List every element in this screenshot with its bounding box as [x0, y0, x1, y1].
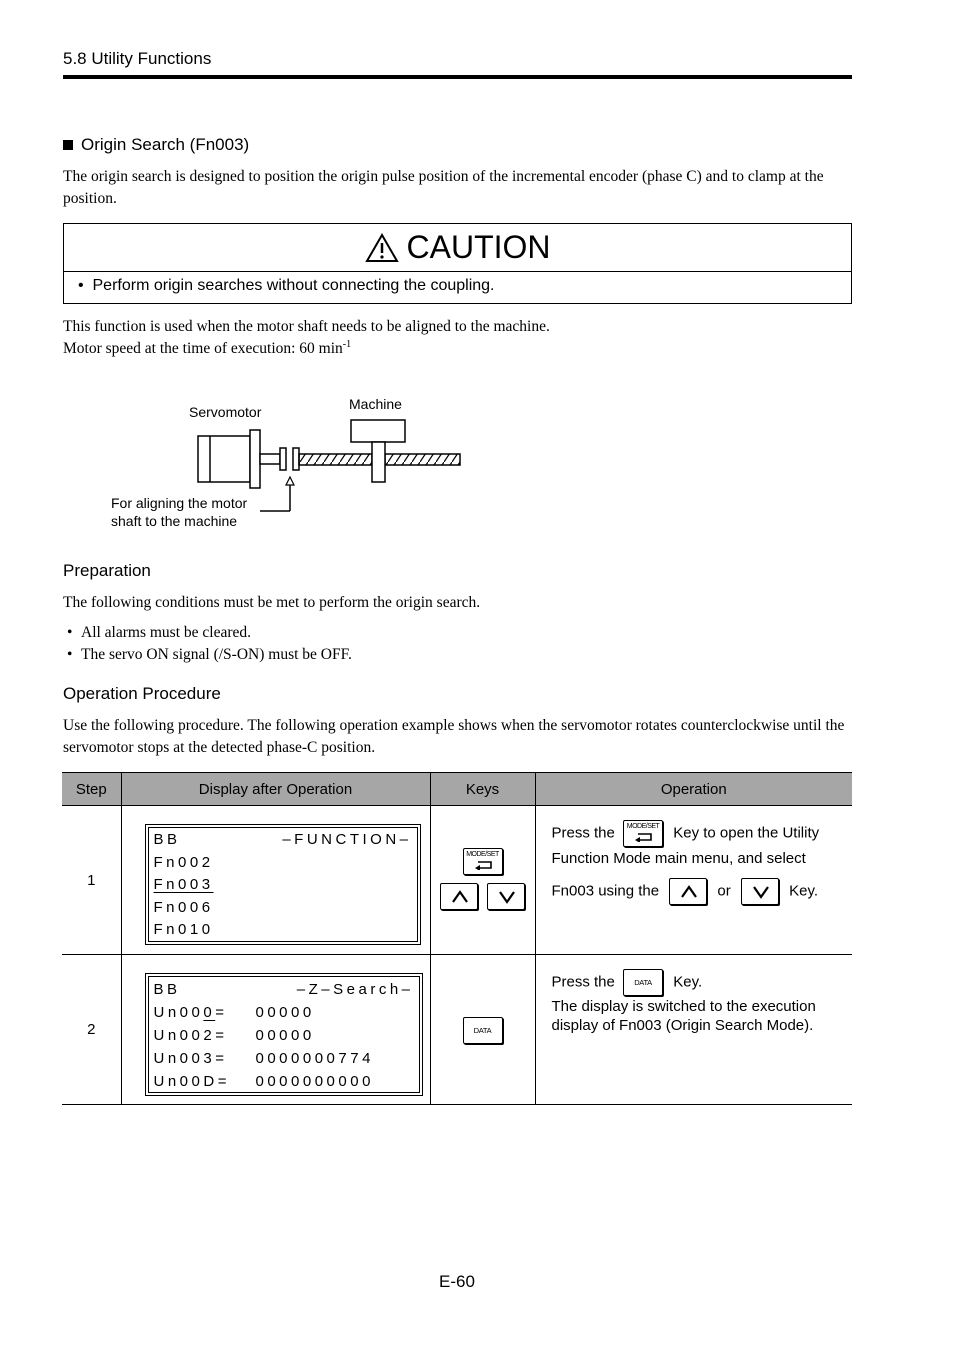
monitor-value: 00000 [255, 1027, 315, 1044]
warning-triangle-icon [365, 233, 399, 263]
return-arrow-icon [634, 832, 654, 842]
procedure-table [62, 772, 852, 1105]
step-number: 2 [62, 955, 121, 1105]
preparation-title: Preparation [63, 561, 151, 580]
operation-line [552, 969, 853, 996]
data-key-inline [623, 969, 663, 996]
data-key[interactable] [463, 1017, 503, 1044]
table-row [62, 955, 852, 1105]
coupling-left [280, 448, 286, 470]
servomotor-label: Servomotor [189, 404, 262, 420]
column-header-keys: Keys [430, 773, 535, 806]
alignment-note-line2: shaft to the machine [111, 513, 238, 529]
display-mode: –Z–Search– [296, 981, 414, 998]
display-cell [121, 955, 430, 1105]
monitor-value: 0000000000 [255, 1073, 374, 1090]
operation-line: Function Mode main menu, and select [551, 850, 806, 867]
motor-speed-exponent: -1 [342, 338, 352, 350]
mode-set-key-inline [623, 820, 663, 847]
origin-search-intro: The origin search is designed to position the origin pulse position of the incremental encoder (phase C) and to clamp at the position. [63, 168, 824, 207]
column-header-step: Step [62, 773, 121, 806]
list-item: • The servo ON signal (/S-ON) must be OFF. [63, 644, 352, 666]
function-description-line1: This function is used when the motor shaft needs to be aligned to the machine. [63, 318, 550, 335]
display-status: BB [153, 981, 181, 998]
display-line-selected [154, 874, 412, 897]
monitor-code: Un00D [153, 1073, 218, 1090]
display-line [154, 1001, 414, 1024]
alignment-note [111, 494, 247, 530]
down-key[interactable] [487, 883, 525, 910]
monitor-value: 0000000774 [255, 1050, 374, 1067]
display-line: Fn010 [153, 921, 214, 938]
mode-set-key-label: MODE/SET [626, 823, 660, 830]
preparation-list [63, 622, 352, 666]
up-arrow-icon [441, 884, 479, 910]
caution-title: CAUTION [406, 229, 551, 265]
operation-text [536, 820, 853, 905]
monitor-code: Un003 [153, 1050, 216, 1067]
display-line: Fn002 [153, 853, 214, 871]
equals-sign: = [217, 1073, 230, 1090]
square-bullet-icon [63, 140, 73, 150]
origin-search-title-text: Origin Search (Fn003) [81, 135, 250, 154]
display-line [154, 829, 412, 852]
keys-cell [430, 955, 535, 1105]
operation-procedure-title: Operation Procedure [63, 684, 221, 703]
table-header-row [62, 773, 852, 806]
data-key-label: DATA [473, 1026, 492, 1035]
caution-item: • Perform origin searches without connecting the coupling. [78, 277, 495, 294]
operation-line: The display is switched to the execution [551, 998, 816, 1015]
up-arrow-icon [670, 879, 708, 905]
coupling-right [293, 448, 299, 470]
motor-speed-text: Motor speed at the time of execution: 60 min [63, 340, 343, 357]
mode-set-key-label: MODE/SET [466, 851, 499, 858]
machine-nut [372, 442, 385, 482]
operation-cell [535, 806, 852, 955]
monitor-code: Un002 [153, 1027, 216, 1044]
origin-search-title [63, 135, 249, 155]
down-key-inline [741, 878, 779, 905]
display-line [154, 1070, 414, 1093]
column-header-operation: Operation [535, 773, 852, 806]
operation-select-text: Fn003 using the [551, 882, 660, 900]
servomotor-machine-diagram [100, 390, 480, 540]
display-mode: –FUNCTION– [282, 831, 412, 848]
alignment-note-line1: For aligning the motor [111, 495, 248, 511]
preparation-text: The following conditions must be met to perform the origin search. [63, 594, 481, 611]
operation-procedure-text: Use the following procedure. The following operation example shows when the servomotor rotates counterclockwise until the servomotor stops at the detected phase-C position. [63, 717, 845, 756]
down-arrow-icon [488, 884, 526, 910]
return-arrow-icon [474, 860, 494, 870]
equals-sign: = [215, 1027, 228, 1044]
servomotor-flange [250, 430, 260, 488]
section-header: 5.8 Utility Functions [63, 49, 212, 68]
down-arrow-icon [742, 879, 780, 905]
display-status: BB [153, 831, 181, 848]
operation-key-text: Key to open the Utility [673, 824, 820, 842]
column-header-display: Display after Operation [121, 773, 430, 806]
motor-shaft [260, 454, 280, 464]
operation-line [552, 878, 853, 905]
equals-sign: = [215, 1004, 228, 1021]
key-end-text: Key. [673, 973, 703, 991]
servomotor-body [198, 436, 250, 482]
key-end-text: Key. [789, 882, 819, 900]
data-key-label: DATA [634, 978, 652, 987]
table-row [62, 806, 852, 955]
display-cell [121, 806, 430, 955]
caution-item-text: Perform origin searches without connecting the coupling. [92, 277, 495, 294]
panel-display [145, 824, 421, 945]
mode-set-key[interactable] [463, 848, 503, 875]
monitor-code: Un00 [153, 1004, 204, 1021]
operation-line [552, 820, 853, 847]
display-line [154, 978, 414, 1001]
list-item: • All alarms must be cleared. [63, 622, 352, 644]
operation-cell [535, 955, 852, 1105]
keys-cell [430, 806, 535, 955]
equals-sign: = [215, 1050, 228, 1067]
display-line: Fn006 [153, 898, 214, 916]
machine-label: Machine [349, 396, 402, 412]
machine-table [351, 420, 405, 442]
pointer-arrow-icon [286, 477, 294, 485]
display-line [154, 1047, 414, 1070]
press-the-text: Press the [551, 824, 615, 842]
function-description-line2 [63, 338, 853, 360]
display-line [154, 1024, 414, 1047]
panel-display [145, 973, 423, 1096]
monitor-value: 00000 [255, 1004, 315, 1021]
or-text: or [717, 882, 731, 900]
cursor-digit: 0 [203, 1004, 216, 1021]
function-description [63, 316, 853, 360]
operation-line: display of Fn003 (Origin Search Mode). [551, 1017, 814, 1034]
page-number: E-60 [439, 1272, 475, 1291]
header-rule [63, 75, 852, 79]
caution-box [63, 223, 852, 304]
up-key[interactable] [440, 883, 478, 910]
step-number: 1 [62, 806, 121, 955]
operation-text [536, 969, 853, 1037]
press-the-text: Press the [551, 973, 615, 991]
up-key-inline [669, 878, 707, 905]
selected-function: Fn003 [153, 876, 214, 893]
ball-screw-left [299, 454, 372, 465]
ball-screw-right [385, 454, 460, 465]
caution-header [64, 224, 851, 272]
